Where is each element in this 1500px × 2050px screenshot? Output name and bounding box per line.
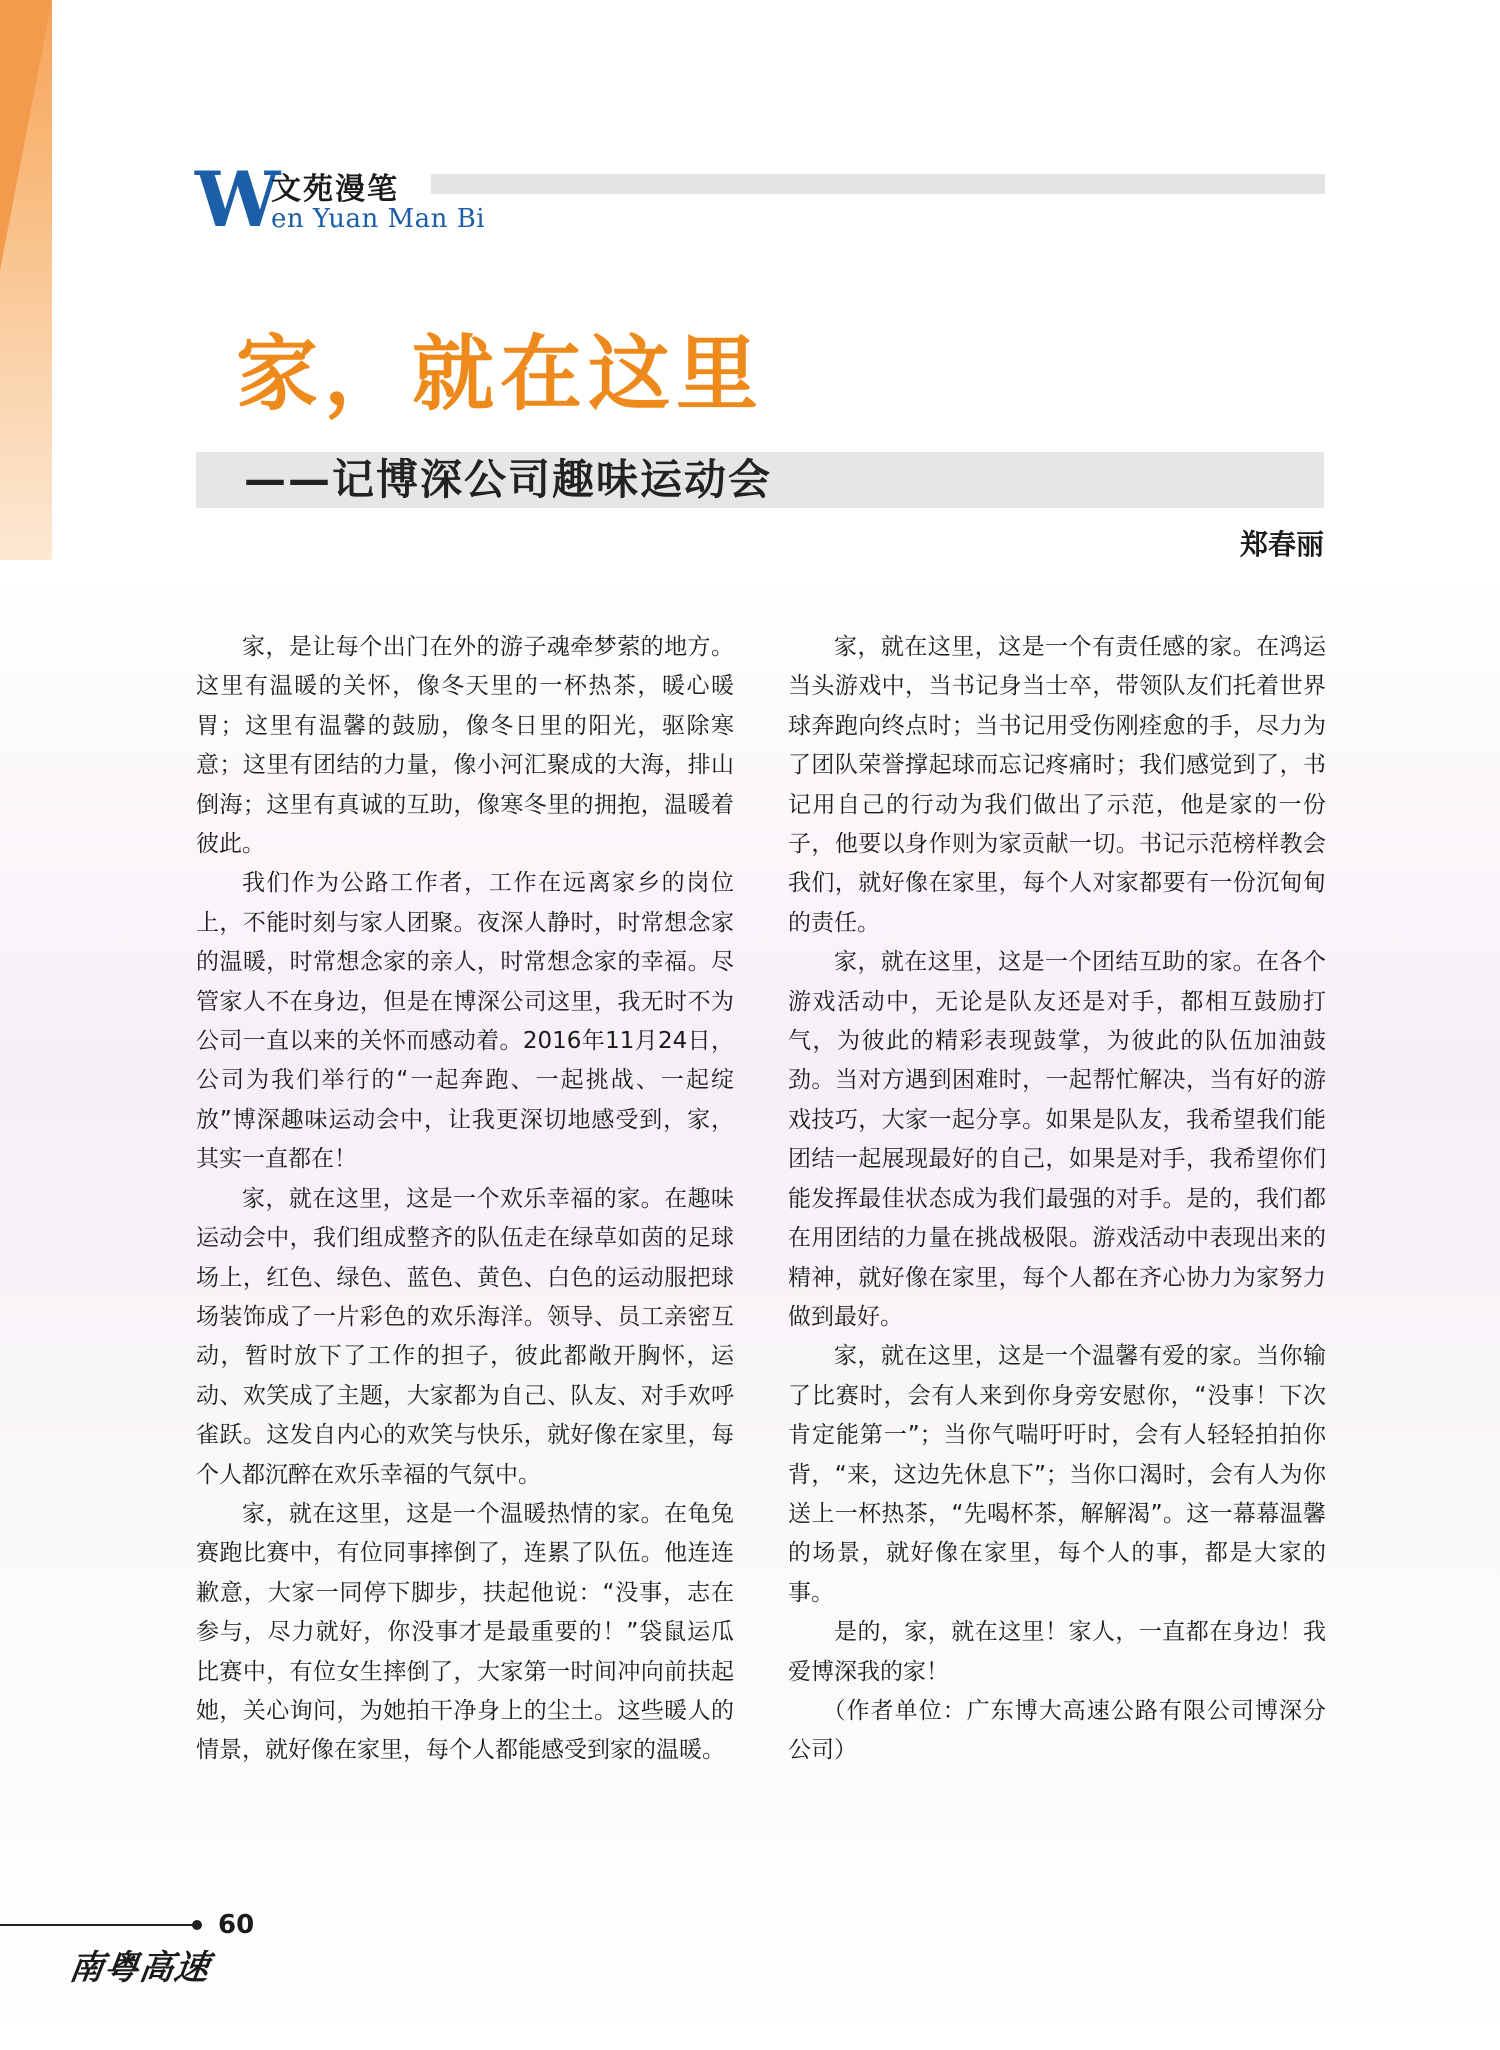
section-title-en: en Yuan Man Bi: [271, 204, 486, 234]
paragraph: 家，就在这里，这是一个有责任感的家。在鸿运当头游戏中，当书记身当士卒，带领队友们托着世界球奔跑向终点时；当书记用受伤刚痊愈的手，尽力为了团队荣誉撑起球而忘记疼痛时；我们感觉到了，书记用自己的行动为我们做出了示范，他是家的一份子，他要以身作则为家贡献一切。书记示范榜样教会我们，就好像在家里，每个人对家都要有一份沉甸甸的责任。: [788, 634, 1326, 936]
right-column: [788, 628, 1326, 1771]
article-author: 郑春丽: [1239, 528, 1324, 561]
article-subtitle: ——记博深公司趣味运动会: [244, 455, 773, 504]
paragraph: 家，就在这里，这是一个团结互助的家。在各个游戏活动中，无论是队友还是对手，都相互鼓励打气，为彼此的精彩表现鼓掌，为彼此的队伍加油鼓劲。当对方遇到困难时，一起帮忙解决，当有好的游戏技巧，大家一起分享。如果是队友，我希望我们能团结一起展现最好的自己，如果是对手，我希望你们能发挥最佳状态成为我们最强的对手。是的，我们都在用团结的力量在挑战极限。游戏活动中表现出来的精神，就好像在家里，每个人都在齐心协力为家努力做到最好。: [788, 949, 1326, 1330]
paragraph: 是的，家，就在这里！家人，一直都在身边！我爱博深我的家！: [788, 1619, 1326, 1685]
section-title-cn: 文苑漫笔: [271, 172, 399, 207]
page-number: 60: [218, 1910, 255, 1940]
section-header: [195, 155, 1325, 244]
paragraph: 我们作为公路工作者，工作在远离家乡的岗位上，不能时刻与家人团聚。夜深人静时，时常想念家的温暖，时常想念家的亲人，时常想念家的幸福。尽管家人不在身边，但是在博深公司这里，我无时不为公司一直以来的关怀而感动着。2016年11月24日，公司为我们举行的“一起奔跑、一起挑战、一起绽放”博深趣味运动会中，让我更深切地感受到，家，其实一直都在！: [196, 870, 734, 1173]
corner-triangle: [0, 0, 52, 270]
left-column: [196, 628, 734, 1771]
corner-decoration: [0, 0, 60, 560]
magazine-logo: 南粤高速: [66, 1948, 213, 1988]
paragraph: 家，就在这里，这是一个欢乐幸福的家。在趣味运动会中，我们组成整齐的队伍走在绿草如茵的足球场上，红色、绿色、蓝色、黄色、白色的运动服把球场装饰成了一片彩色的欢乐海洋。领导、员工亲密互动，暂时放下了工作的担子，彼此都敞开胸怀，运动、欢笑成了主题，大家都为自己、队友、对手欢呼雀跃。这发自内心的欢笑与快乐，就好像在家里，每个人都沉醉在欢乐幸福的气氛中。: [196, 1185, 734, 1488]
article-title: 家，就在这里: [236, 327, 765, 422]
author-note: （作者单位：广东博大高速公路有限公司博深分公司）: [788, 1697, 1326, 1764]
section-header-bar: [431, 174, 1325, 194]
paragraph: 家，就在这里，这是一个温馨有爱的家。当你输了比赛时，会有人来到你身旁安慰你，“没事！下次肯定能第一”；当你气喘吁吁时，会有人轻轻拍拍你背，“来，这边先休息下”；当你口渴时，会有人为你送上一杯热茶，“先喝杯茶，解解渴”。这一幕幕温馨的场景，就好像在家里，每个人的事，都是大家的事。: [788, 1343, 1326, 1606]
section-initial: W: [195, 155, 281, 244]
footer-rule: [0, 1924, 196, 1926]
footer-dot: [192, 1920, 202, 1930]
paragraph: 家，就在这里，这是一个温暖热情的家。在龟兔赛跑比赛中，有位同事摔倒了，连累了队伍。他连连歉意，大家一同停下脚步，扶起他说：“没事，志在参与，尽力就好，你没事才是最重要的！”袋鼠运瓜比赛中，有位女生摔倒了，大家第一时间冲向前扶起她，关心询问，为她拍干净身上的尘土。这些暖人的情景，就好像在家里，每个人都能感受到家的温暖。: [196, 1500, 734, 1764]
paragraph: 家，是让每个出门在外的游子魂牵梦萦的地方。这里有温暖的关怀，像冬天里的一杯热茶，暖心暖胃；这里有温馨的鼓励，像冬日里的阳光，驱除寒意；这里有团结的力量，像小河汇聚成的大海，排山倒海；这里有真诚的互助，像寒冬里的拥抱，温暖着彼此。: [196, 634, 734, 858]
